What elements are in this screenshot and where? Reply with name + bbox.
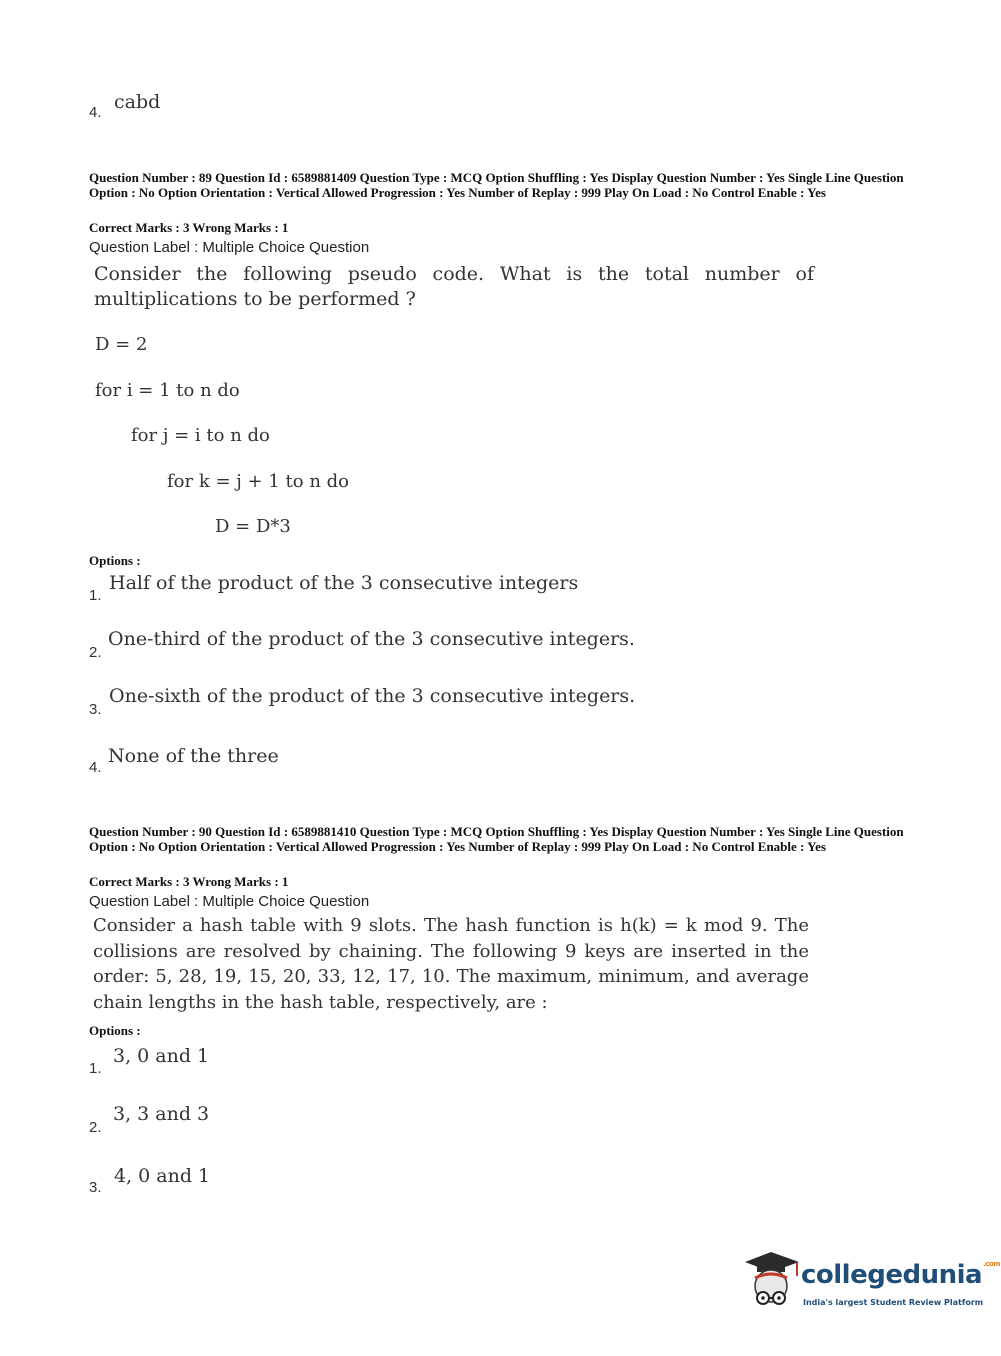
- option-text: 4, 0 and 1: [114, 1165, 211, 1187]
- question-marks: Correct Marks : 3 Wrong Marks : 1: [89, 220, 289, 235]
- option-number: 2.: [89, 644, 102, 661]
- logo-tagline: India's largest Student Review Platform: [803, 1298, 984, 1307]
- question-meta: Question Number : 90 Question Id : 6589881410 Question Type : MCQ Option Shuffling : Yes Display Question Number : Yes Single Line Question Option : No Option Orientation : Vertical Allowed Progression : Yes Number of Replay : 999 Play On Load : No Control Enable : Yes: [89, 824, 904, 854]
- option-number: 3.: [89, 1179, 102, 1196]
- option-number: 4.: [89, 759, 102, 776]
- option-text: 3, 0 and 1: [113, 1045, 210, 1067]
- question-label: Question Label : Multiple Choice Question: [89, 893, 370, 910]
- code-line-3: for j = i to n do: [131, 425, 270, 446]
- code-line-1: D = 2: [95, 334, 148, 355]
- option-text: None of the three: [108, 745, 279, 767]
- prev-option-text: cabd: [114, 91, 161, 113]
- option-text: 3, 3 and 3: [113, 1103, 210, 1125]
- question-meta: Question Number : 89 Question Id : 6589881409 Question Type : MCQ Option Shuffling : Yes Display Question Number : Yes Single Line Question Option : No Option Orientation : Vertical Allowed Progression : Yes Number of Replay : 999 Play On Load : No Control Enable : Yes: [89, 170, 904, 200]
- logo-name: collegedunia$^{.com}$: [801, 1260, 1000, 1290]
- options-heading: Options :: [89, 1023, 141, 1038]
- option-number: 1.: [89, 1060, 102, 1077]
- option-text: One-third of the product of the 3 consecutive integers.: [108, 628, 635, 650]
- code-line-4: for k = j + 1 to n do: [167, 471, 350, 492]
- question-text: Consider the following pseudo code. What is the total number of multiplications to be performed ?: [94, 263, 814, 310]
- question-text: Consider a hash table with 9 slots. The hash function is h(k) = k mod 9. The collisions are resolved by chaining. The following 9 keys are inserted in the order: 5, 28, 19, 15, 20, 33, 12, 17, 10. The maximum, minimum, and average chain lengths in the hash table, respectively, are :: [93, 915, 809, 1013]
- option-number: 2.: [89, 1119, 102, 1136]
- mascot-icon: [741, 1248, 803, 1316]
- code-line-5: D = D*3: [215, 516, 291, 537]
- option-number: 3.: [89, 701, 102, 718]
- options-heading: Options :: [89, 553, 141, 568]
- code-line-2: for i = 1 to n do: [95, 380, 240, 401]
- option-text: One-sixth of the product of the 3 consecutive integers.: [109, 685, 636, 707]
- collegedunia-logo: [741, 1248, 1000, 1318]
- prev-option-number: 4.: [89, 104, 102, 121]
- question-label: Question Label : Multiple Choice Question: [89, 239, 370, 256]
- question-marks: Correct Marks : 3 Wrong Marks : 1: [89, 874, 289, 889]
- option-text: Half of the product of the 3 consecutive integers: [109, 572, 579, 594]
- option-number: 1.: [89, 587, 102, 604]
